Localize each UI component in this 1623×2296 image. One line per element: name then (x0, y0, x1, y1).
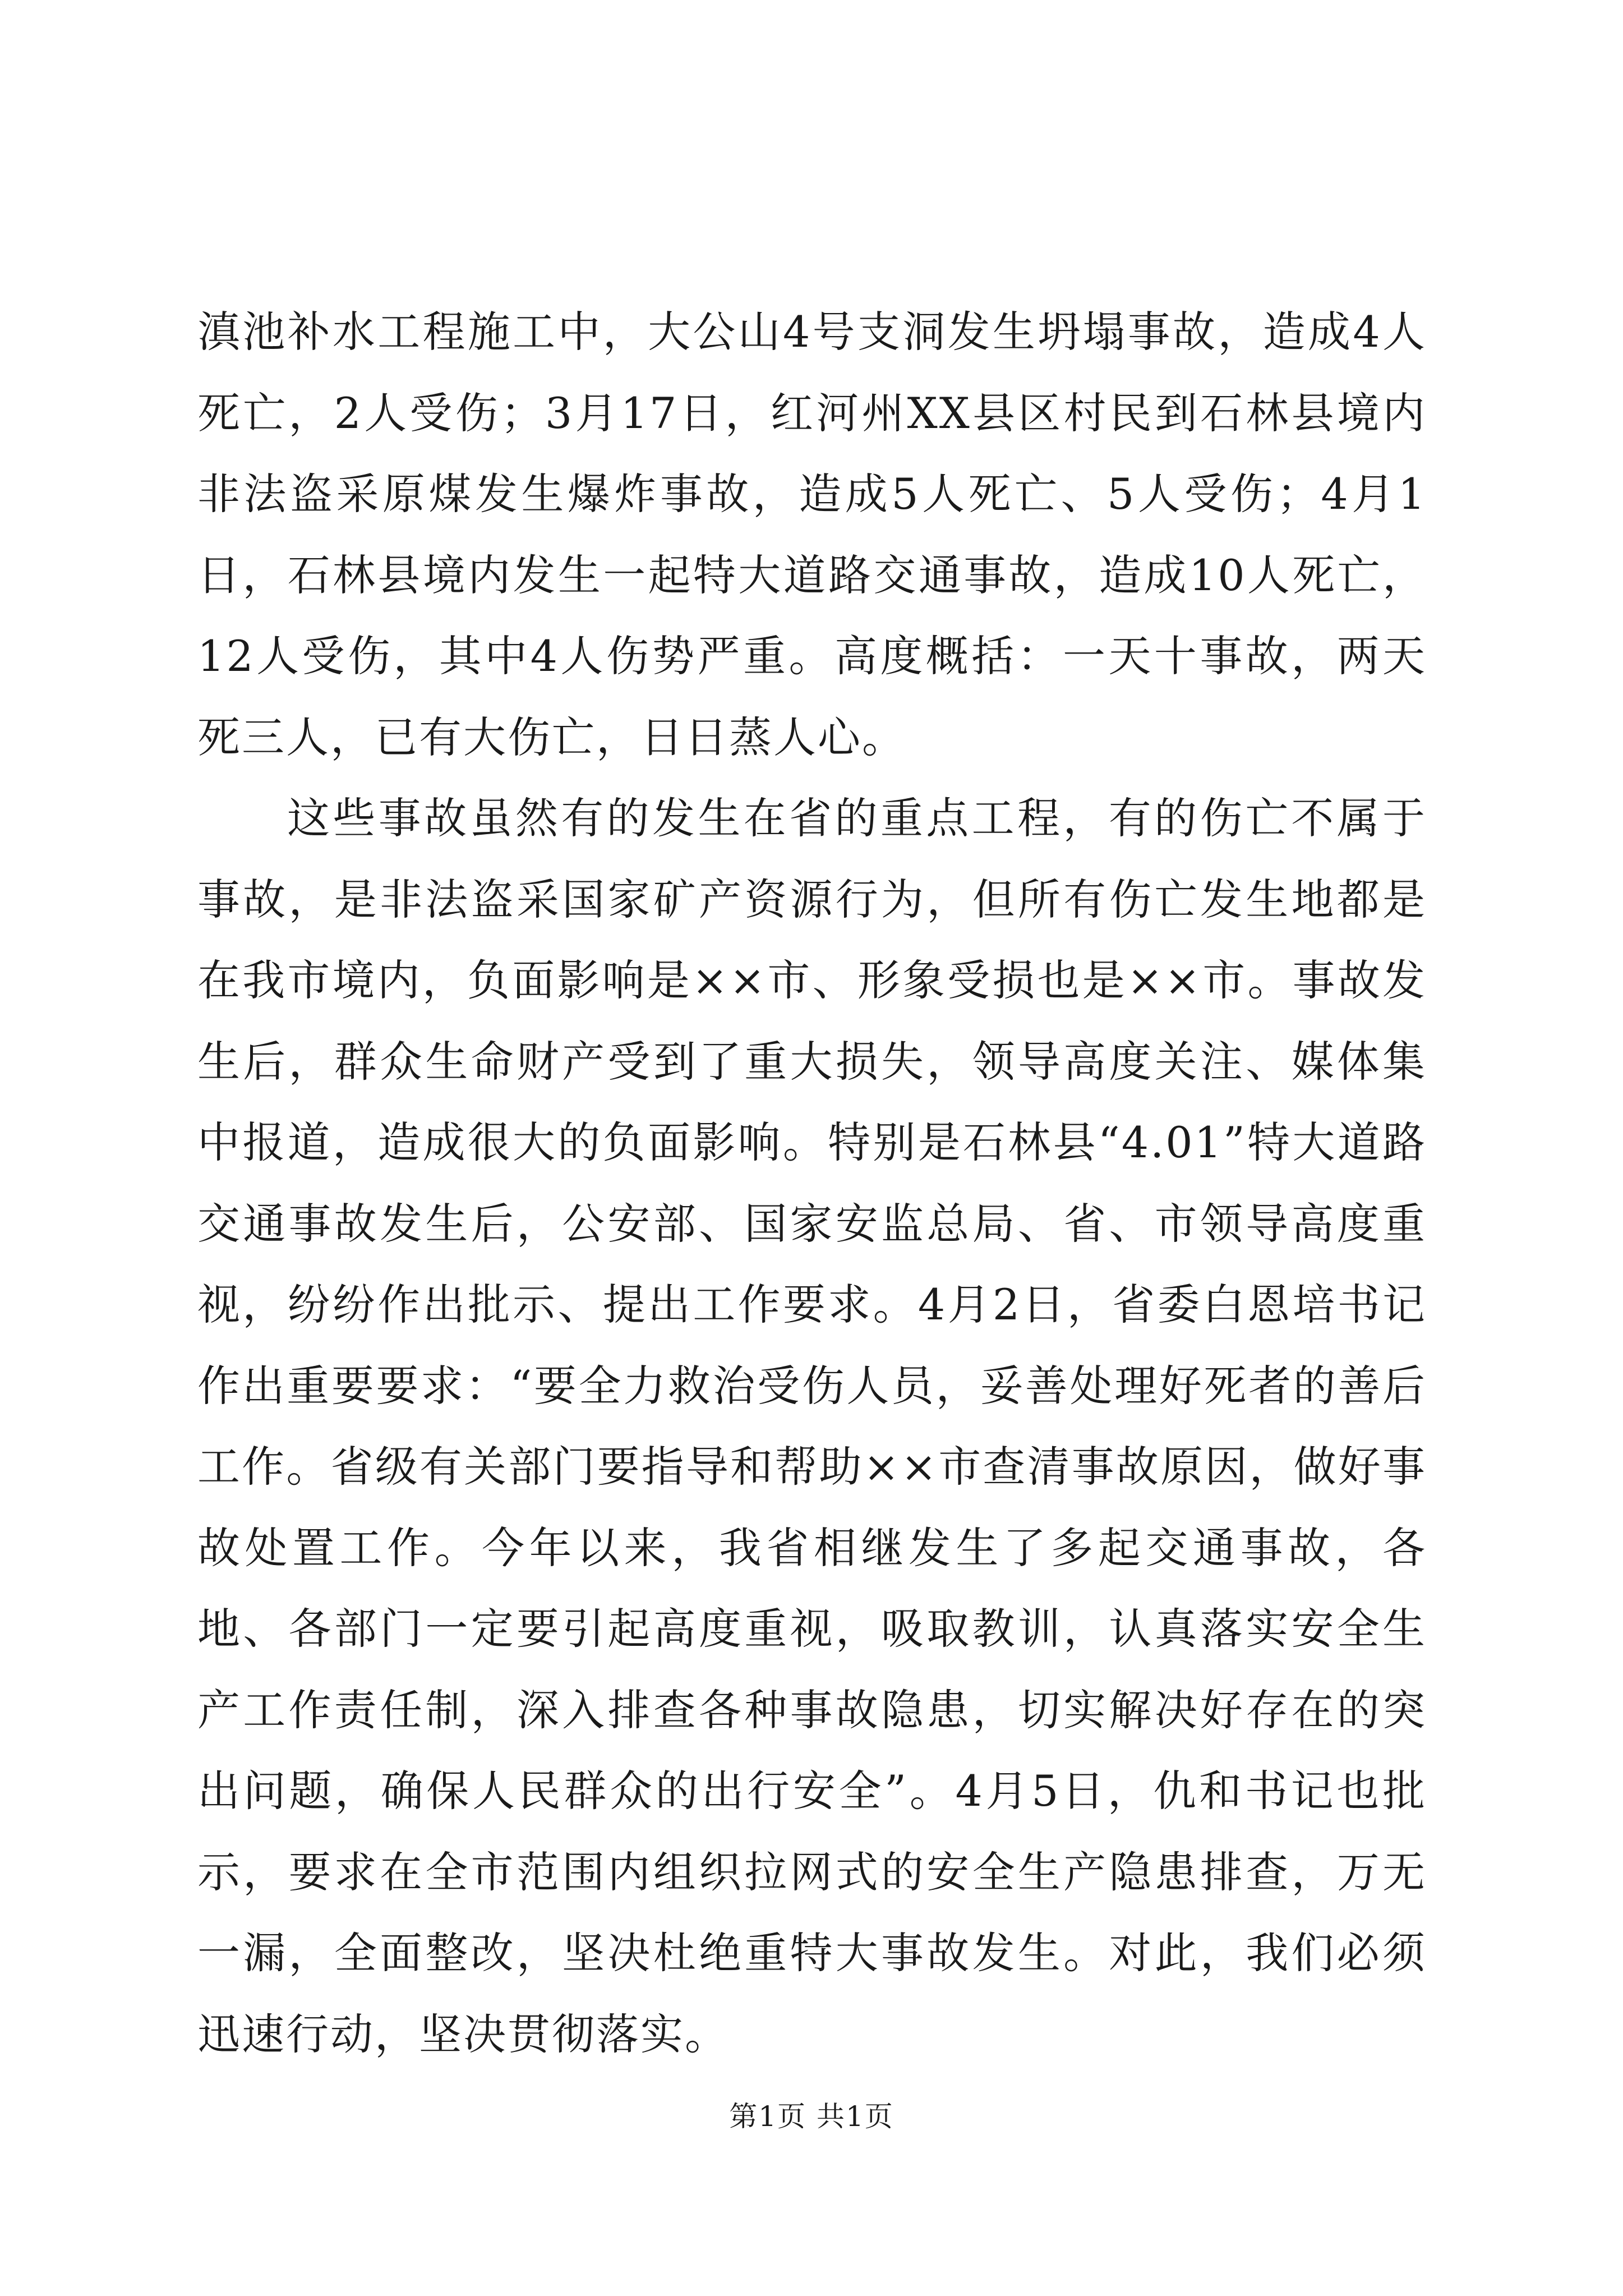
document-body (197, 292, 1427, 2075)
page-footer: 第1页 共1页 (729, 2100, 894, 2133)
paragraph-accident-impact: 这些事故虽然有的发生在省的重点工程，有的伤亡不属于事故，是非法盗采国家矿产资源行为，但所有伤亡发生地都是在我市境内，负面影响是××市、形象受损也是××市。事故发生后，群众生命财产受到了重大损失，领导高度关注、媒体集中报道，造成很大的负面影响。特别是石林县“4.01”特大道路交通事故发生后，公安部、国家安监总局、省、市领导高度重视，纷纷作出批示、提出工作要求。4月2日，省委白恩培书记作出重要要求：“要全力救治受伤人员，妥善处理好死者的善后工作。省级有关部门要指导和帮助××市查清事故原因，做好事故处置工作。今年以来，我省相继发生了多起交通事故，各地、各部门一定要引起高度重视，吸取教训，认真落实安全生产工作责任制，深入排查各种事故隐患，切实解决好存在的突出问题，确保人民群众的出行安全”。4月5日，仇和书记也批示，要求在全市范围内组织拉网式的安全生产隐患排查，万无一漏，全面整改，坚决杜绝重特大事故发生。对此，我们必须迅速行动，坚决贯彻落实。 (197, 793, 1427, 2059)
paragraph-continued: 滇池补水工程施工中，大公山4号支洞发生坍塌事故，造成4人死亡，2人受伤；3月17日，红河州XX县区村民到石林县境内非法盗采原煤发生爆炸事故，造成5人死亡、5人受伤；4月1日，石林县境内发生一起特大道路交通事故，造成10人死亡，12人受伤，其中4人伤势严重。高度概括：一天十事故，两天死三人，已有大伤亡，日日蒸人心。 (197, 307, 1427, 762)
